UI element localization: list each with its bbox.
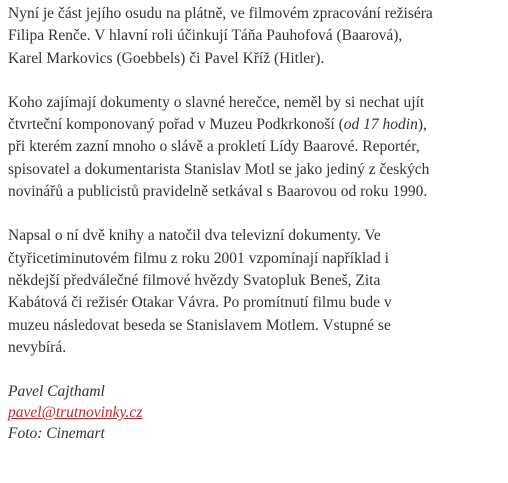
text-line: muzeu následovat beseda se Stanislavem Motlem. Vstupné se	[8, 316, 391, 334]
text-segment: čtvrteční komponovaný pořad v Muzeu Podkrkonoší (	[8, 116, 344, 134]
text-line: čtyřicetiminutovém filmu z roku 2001 vzpomínají například i	[8, 249, 389, 267]
text-line-with-time	[8, 114, 504, 136]
text-line: spisovatel a dokumentarista Stanislav Motl se jako jediný z českých	[8, 160, 430, 178]
text-line: Nyní je část jejího osudu na plátně, ve filmovém zpracování režiséra	[8, 5, 433, 22]
text-line: při kterém zazní mnoho o slávě a prokletí Lídy Baarové. Reportér,	[8, 138, 420, 156]
paragraph-documentaries	[8, 225, 504, 359]
paragraph-film-adaptation	[8, 3, 504, 70]
text-segment: ),	[417, 116, 427, 134]
photo-credit: Foto: Cinemart	[8, 425, 105, 443]
article-body	[8, 0, 504, 444]
text-line: někdejší předválečné filmové hvězdy Svatopluk Beneš, Zita	[8, 271, 381, 289]
text-line: nevybírá.	[8, 338, 67, 356]
paragraph-museum-event	[8, 92, 504, 203]
article-signature	[8, 381, 504, 444]
text-line: novinářů a publicistů pravidelně setkával s Baarovou od roku 1990.	[8, 183, 428, 201]
text-line: Koho zajímají dokumenty o slavné herečce, neměl by si nechat ujít	[8, 93, 425, 111]
text-line: Filipa Renče. V hlavní roli účinkují Táňa Pauhofová (Baarová),	[8, 27, 403, 45]
text-line: Karel Markovics (Goebbels) či Pavel Kříž (Hitler).	[8, 49, 325, 67]
event-time: od 17 hodin	[343, 116, 418, 134]
text-line: Napsal o ní dvě knihy a natočil dva televizní dokumenty. Ve	[8, 227, 381, 245]
text-line: Kabátová či režisér Otakar Vávra. Po promítnutí filmu bude v	[8, 294, 392, 312]
author-name: Pavel Cajthaml	[8, 383, 105, 401]
author-email-link[interactable]: pavel@trutnovinky.cz	[8, 404, 143, 422]
